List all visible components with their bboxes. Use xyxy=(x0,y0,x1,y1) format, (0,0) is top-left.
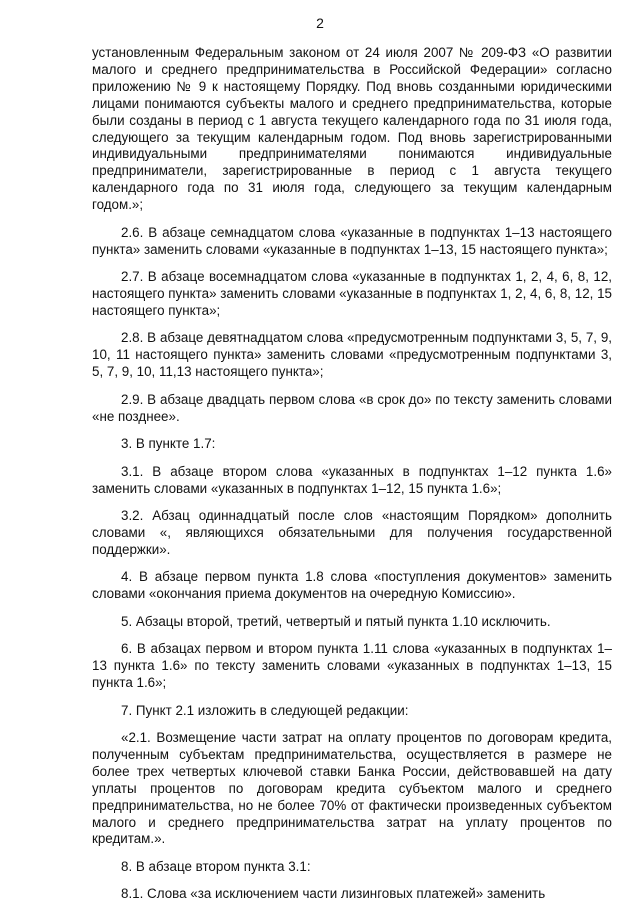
paragraph-4: 4. В абзаце первом пункта 1.8 слова «поступления документов» заменить словами «окончания приема документов на очередную Комиссию». xyxy=(92,569,612,602)
paragraph-6: 6. В абзацах первом и втором пункта 1.11 слова «указанных в подпунктах 1–13 пункта 1.6» по тексту заменить словами «указанных в подпунктах 1–13, 15 пункта 1.6»; xyxy=(92,641,612,691)
paragraph-7: 7. Пункт 2.1 изложить в следующей редакции: xyxy=(121,702,409,718)
paragraph-continuation: установленным Федеральным законом от 24 июля 2007 № 209-ФЗ «О развитии малого и среднего предпринимательства в Российской Федерации» согласно приложению № 9 к настоящему Порядку. Под вновь созданными юридическими лицами понимаются субъекты малого и среднего предпринимательства, которые были созданы в период с 1 августа текущего календарного года по 31 июля года, следующего за текущим календарным годом. Под вновь зарегистрированными индивидуальными предпринимателями понимаются индивидуальные предприниматели, зарегистрированные в период с 1 августа текущего календарного года по 31 июля года, следующего за текущим календарным годом.»; xyxy=(92,45,612,213)
paragraph-3: 3. В пункте 1.7: xyxy=(121,436,216,452)
document-body xyxy=(92,45,612,914)
paragraph-8: 8. В абзаце втором пункта 3.1: xyxy=(121,858,311,874)
paragraph-quoted-2-1: «2.1. Возмещение части затрат на оплату процентов по договорам кредита, полученным субъектам предпринимательства, осуществляется в размере не более трех четвертых ключевой ставки Банка России, действовавшей на дату уплаты процентов по договорам кредита субъектом малого и среднего предпринимательства, но не более 70% от фактически произведенных субъектом малого и среднего предпринимательства затрат на уплату процентов по кредитам.». xyxy=(92,730,612,847)
paragraph-2-9: 2.9. В абзаце двадцать первом слова «в срок до» по тексту заменить словами «не позднее». xyxy=(92,391,612,424)
paragraph-3-1: 3.1. В абзаце втором слова «указанных в подпунктах 1–12 пункта 1.6» заменить словами «указанных в подпунктах 1–12, 15 пункта 1.6»; xyxy=(92,463,612,496)
paragraph-3-2: 3.2. Абзац одиннадцатый после слов «настоящим Порядком» дополнить словами «, являющихся обязательными для получения государственной поддержки». xyxy=(92,508,612,557)
paragraph-2-7: 2.7. В абзаце восемнадцатом слова «указанные в подпунктах 1, 2, 4, 6, 8, 12, настоящего пункта» заменить словами «указанные в подпунктах 1, 2, 4, 6, 8, 12, 15 настоящего пункта»; xyxy=(92,269,612,318)
paragraph-8-1: 8.1. Слова «за исключением части лизинговых платежей» заменить xyxy=(121,886,546,902)
page-number: 2 xyxy=(316,15,324,31)
paragraph-2-6: 2.6. В абзаце семнадцатом слова «указанные в подпунктах 1–13 настоящего пункта» заменить словами «указанные в подпунктах 1–13, 15 настоящего пункта»; xyxy=(92,224,612,257)
paragraph-5: 5. Абзацы второй, третий, четвертый и пятый пункта 1.10 исключить. xyxy=(121,613,551,629)
paragraph-2-8: 2.8. В абзаце девятнадцатом слова «предусмотренным подпунктами 3, 5, 7, 9, 10, 11 настоящего пункта» заменить словами «предусмотренным подпунктами 3, 5, 7, 9, 10, 11,13 настоящего пункта»; xyxy=(92,330,612,380)
